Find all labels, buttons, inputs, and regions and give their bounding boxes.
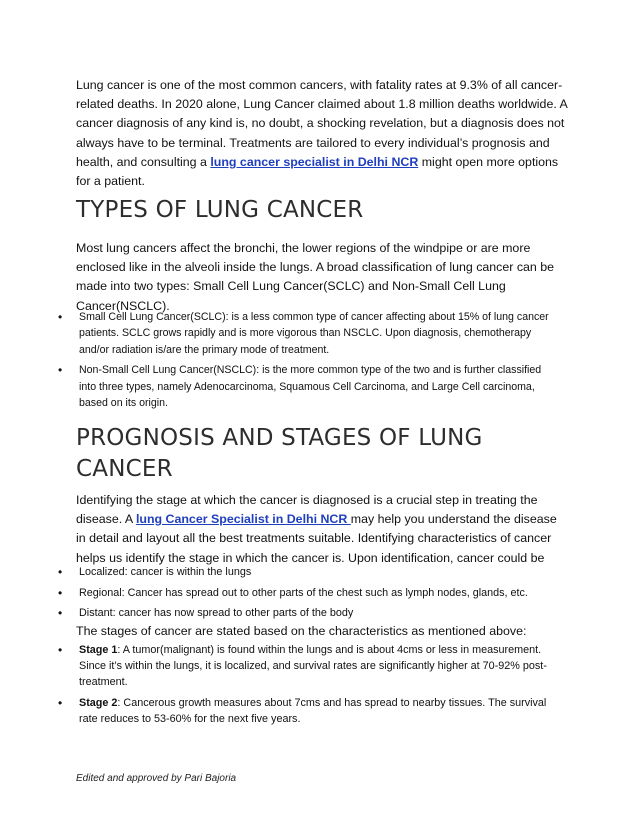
prognosis-heading: PROGNOSIS AND STAGES OF LUNG CANCER	[76, 425, 483, 482]
list-item: • Stage 1: A tumor(malignant) is found within the lungs and is about 4cms or less in measurement. Since it’s within the lungs, it is localized, and survival rates are significantly higher at 70-92% post-treatment.	[58, 643, 547, 688]
types-paragraph: Most lung cancers affect the bronchi, the lower regions of the windpipe or are more enclosed like in the alveoli inside the lungs. A broad classification of lung cancer can be made into two types: Small Cell Lung Cancer(SCLC) and Non-Small Cell Lung Cancer(NSCLC).	[76, 241, 555, 313]
list-item: • Distant: cancer has now spread to other parts of the body	[58, 606, 354, 620]
intro-paragraph	[76, 76, 568, 191]
list-item: • Stage 2: Cancerous growth measures about 7cms and has spread to nearby tissues. The survival rate reduces to 53-60% for the next five years.	[58, 695, 547, 725]
list-item: • Localized: cancer is within the lungs	[58, 565, 252, 579]
types-heading: TYPES OF LUNG CANCER	[76, 197, 364, 223]
bullet-icon: •	[58, 363, 63, 378]
intro-text: Lung cancer is one of the most common cancers, with fatality rates at 9.3% of all cancer-related deaths. In 2020 alone, Lung Cancer claimed about 1.8 million deaths worldwide. A cancer diagnosis of any kind is, no doubt, a shocking revelation, but a diagnosis does not always have to be terminal. Treatments are tailored to every individual’s prognosis and health, and consulting a	[76, 78, 568, 169]
list-item: • Small Cell Lung Cancer(SCLC): is a less common type of cancer affecting about 15% of lung cancer patients. SCLC grows rapidly and is more vigorous than NSCLC. Upon diagnosis, chemotherapy and/or radiation is/are the primary mode of treatment.	[58, 310, 549, 356]
stages-intro: The stages of cancer are stated based on the characteristics as mentioned above:	[76, 624, 527, 638]
stage-label: Stage 2	[79, 696, 118, 709]
specialist-link-1[interactable]: lung cancer specialist in Delhi NCR	[210, 154, 419, 169]
bullet-icon: •	[58, 643, 63, 657]
spread-list	[0, 564, 638, 626]
list-item: • Regional: Cancer has spread out to other parts of the chest such as lymph nodes, glands, etc.	[58, 585, 528, 600]
stage-label: Stage 1	[79, 644, 118, 656]
list-item: • Non-Small Cell Lung Cancer(NSCLC): is the more common type of the two and is further classified into three types, namely Adenocarcinoma, Squamous Cell Carcinoma, and Large Cell carcinoma, based on its origin.	[58, 363, 542, 410]
prognosis-paragraph: Identifying the stage at which the cancer is diagnosed is a crucial step in treating the disease. A lung Cancer Specialist in Delhi NCR may help you understand the disease in detail and layout all the best treatments suitable. Identifying characteristics of cancer helps us identify the stage in which the cancer is. Upon identification, cancer could be	[76, 493, 557, 565]
types-list	[0, 309, 638, 415]
intro-text-end: might open more options for a patient.	[76, 154, 559, 189]
specialist-link-2[interactable]: lung Cancer Specialist in Delhi NCR	[135, 512, 351, 527]
bullet-icon: •	[58, 606, 63, 620]
bullet-icon: •	[58, 695, 63, 710]
bullet-icon: •	[58, 585, 63, 600]
stages-list	[0, 642, 638, 731]
bullet-icon: •	[58, 310, 63, 324]
bullet-icon: •	[58, 565, 63, 579]
footer-note: Edited and approved by Pari Bajoria	[76, 773, 237, 784]
